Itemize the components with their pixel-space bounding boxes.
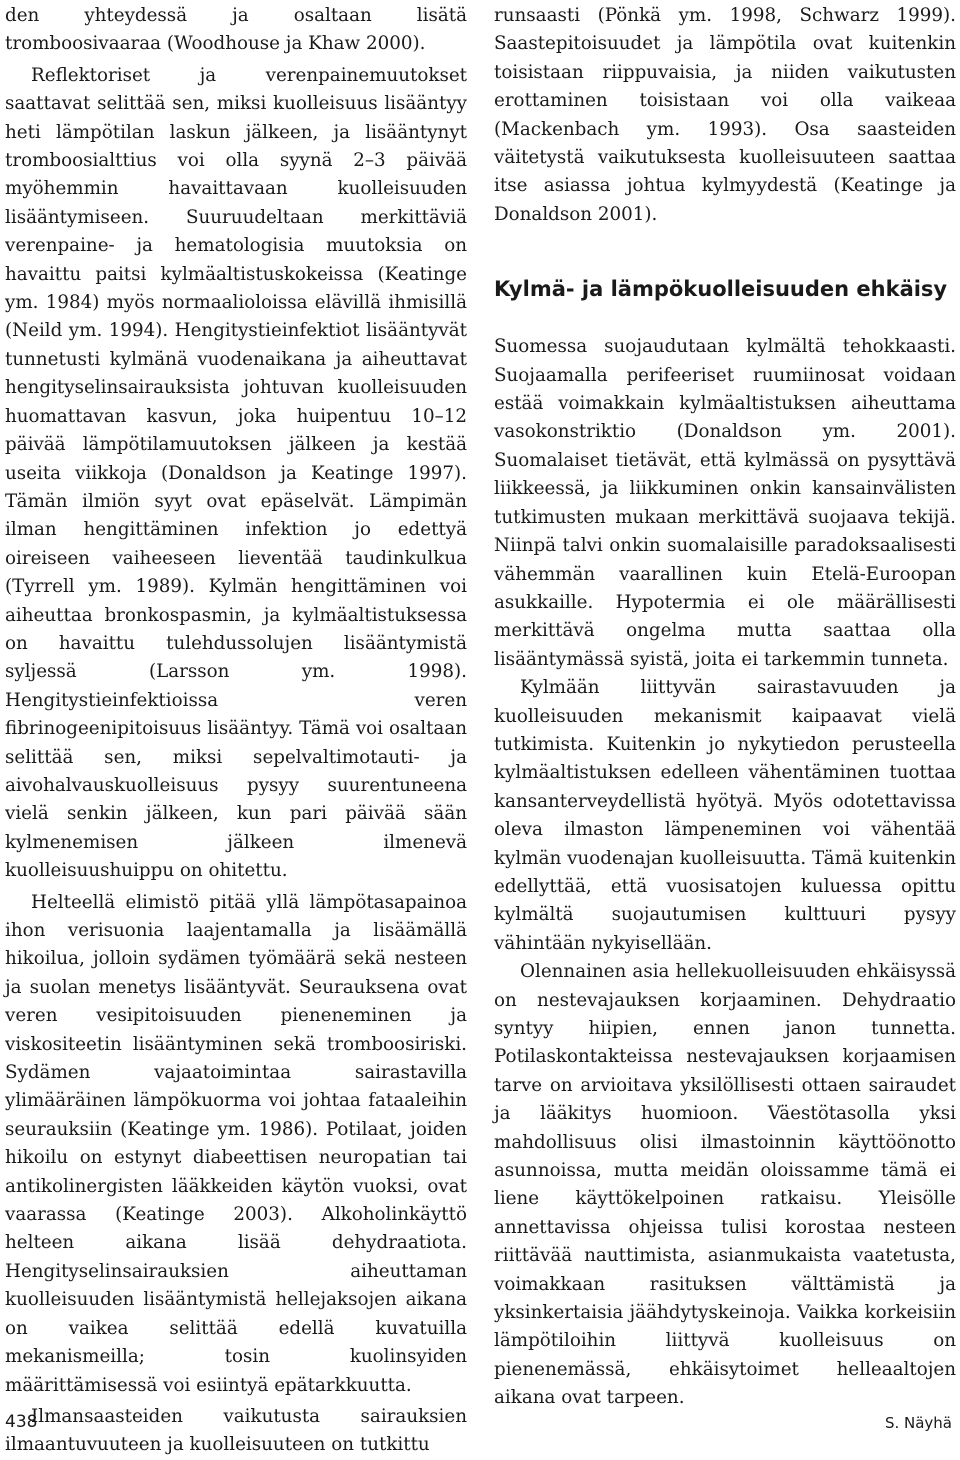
page-number: 438 [5, 1412, 38, 1432]
right-paragraph-2: Suomessa suojaudutaan kylmältä tehokkaasti. Suojaamalla perifeeriset ruumiinosat voidaan estää voimakkain kylmäaltistuksen aiheuttama vasokonstriktio (Donaldson ym. 2001). Suomalaiset tietävät, että kylmässä on pysyttävä liikkeessä, ja liikkuminen onkin kansainvälisten tutkimusten mukaan merkittävä suojaava tekijä. Niinpä talvi onkin suomalaisille paradoksaalisesti vähemmän vaarallinen kuin Etelä-Euroopan asukkaille. Hypotermia ei ole määrällisesti merkittävä ongelma mutta saattaa olla lisääntymässä syistä, joita ei tarkemmin tunneta. [494, 336, 956, 670]
left-column [5, 2, 467, 1460]
right-column [494, 2, 956, 1413]
section-heading: Kylmä- ja lämpökuolleisuuden ehkäisy [494, 277, 948, 302]
left-paragraph-2: Reflektoriset ja verenpainemuutokset saattavat selittää sen, miksi kuolleisuus lisääntyy heti lämpötilan laskun jälkeen, ja lisääntynyt tromboosialttius voi olla syynä 2–3 päivää myöhemmin havaittavaan kuolleisuuden lisääntymiseen. Suuruudeltaan merkittäviä verenpaine- ja hematologisia muutoksia on havaittu paitsi kylmäaltistuskokeissa (Keatinge ym. 1984) myös normaalioloissa elävillä ihmisillä (Neild ym. 1994). Hengitystieinfektiot lisääntyvät tunnetusti kylmänä vuodenaikana ja aiheuttavat hengityselinsairauksista johtuvan kuolleisuuden huomattavan kasvun, joka huipentuu 10–12 päivää lämpötilamuutoksen jälkeen ja kestää useita viikkoja (Donaldson ja Keatinge 1997). Tämän ilmiön syyt ovat epäselvät. Lämpimän ilman hengittäminen infektion jo edettyä oireiseen vaiheeseen lieventää taudinkulkua (Tyrrell ym. 1989). Kylmän hengittäminen voi aiheuttaa bronkospasmin, ja kylmäaltistuksessa on havaittu tulehdussolujen lisääntymistä syljessä (Larsson ym. 1998). Hengitystieinfektioissa veren fibrinogeenipitoisuus lisääntyy. Tämä voi osaltaan selittää sen, miksi sepelvaltimotauti- ja aivohalvauskuolleisuus pysyy suurentuneena vielä senkin jälkeen, kun pari päivää sään kylmenemisen jälkeen ilmenevä kuolleisuushuippu on ohitettu. [5, 64, 467, 882]
right-paragraph-4: Olennainen asia hellekuolleisuuden ehkäisyssä on nestevajauksen korjaaminen. Dehydraatio syntyy hiipien, ennen janon tunnetta. Potilaskontakteissa nestevajauksen korjaamisen tarve on arvioitava yksilöllisesti ottaen sairaudet ja lääkitys huomioon. Väestötasolla yksi mahdollisuus olisi ilmastoinnin käyttöönotto asunnoissa, mutta meidän oloissamme tämä ei liene käyttökelpoinen ratkaisu. Yleisölle annettavissa ohjeissa tulisi korostaa nesteen riittävää nauttimista, asianmukaista vaatetusta, voimakkaan rasituksen välttämistä ja yksinkertaisia jäähdytyskeinoja. Vaikka korkeisiin lämpötiloihin liittyvä kuolleisuus on pienenemässä, ehkäisytoimet helleaaltojen aikana ovat tarpeen. [494, 961, 956, 1409]
left-paragraph-3: Helteellä elimistö pitää yllä lämpötasapainoa ihon verisuonia laajentamalla ja lisäämällä hikoilua, jolloin sydämen työmäärä sekä nesteen ja suolan menetys lisääntyvät. Seurauksena ovat veren vesipitoisuuden pieneneminen ja viskositeetin lisääntyminen sekä tromboosiriski. Sydämen vajaatoimintaa sairastavilla ylimääräinen lämpökuorma voi johtaa fataaleihin seurauksiin (Keatinge ym. 1986). Potilaat, joiden hikoilu on estynyt diabeettisen neuropatian tai antikolinergisten lääkkeiden käytön vuoksi, ovat vaarassa (Keatinge 2003). Alkoholinkäyttö helteen aikana lisää dehydraatiota. Hengityselinsairauksien aiheuttaman kuolleisuuden lisääntymistä hellejaksojen aikana on vaikea selittää edellä kuvatuilla mekanismeilla; tosin kuolinsyiden määrittämisessä voi esiintyä epätarkkuutta. [5, 891, 467, 1396]
author-footer: S. Näyhä [884, 1414, 952, 1432]
left-paragraph-4: Ilmansaasteiden vaikutusta sairauksien ilmaantuvuuteen ja kuolleisuuteen on tutkittu [5, 1405, 467, 1456]
left-paragraph-1: den yhteydessä ja osaltaan lisätä tromboosivaaraa (Woodhouse ja Khaw 2000). [5, 5, 467, 55]
right-paragraph-1: runsaasti (Pönkä ym. 1998, Schwarz 1999). Saastepitoisuudet ja lämpötila ovat kuitenkin toisistaan riippuvaisia, ja niiden vaikutusten erottaminen toisistaan voi olla vaikeaa (Mackenbach ym. 1993). Osa saasteiden väitetystä vaikutuksesta kuolleisuuteen saattaa itse asiassa johtua kylmyydestä (Keatinge ja Donaldson 2001). [494, 5, 956, 225]
right-paragraph-3: Kylmään liittyvän sairastavuuden ja kuolleisuuden mekanismit kaipaavat vielä tutkimista. Kuitenkin jo nykytiedon perusteella kylmäaltistuksen edelleen vähentäminen tuottaa kansanterveydellistä hyötyä. Myös odotettavissa oleva ilmaston lämpeneminen voi vähentää kylmän vuodenajan kuolleisuutta. Tämä kuitenkin edellyttää, että vuosisatojen kuluessa opittu kylmältä suojautumisen kulttuuri pysyy vähintään nykyisellään. [494, 677, 956, 954]
